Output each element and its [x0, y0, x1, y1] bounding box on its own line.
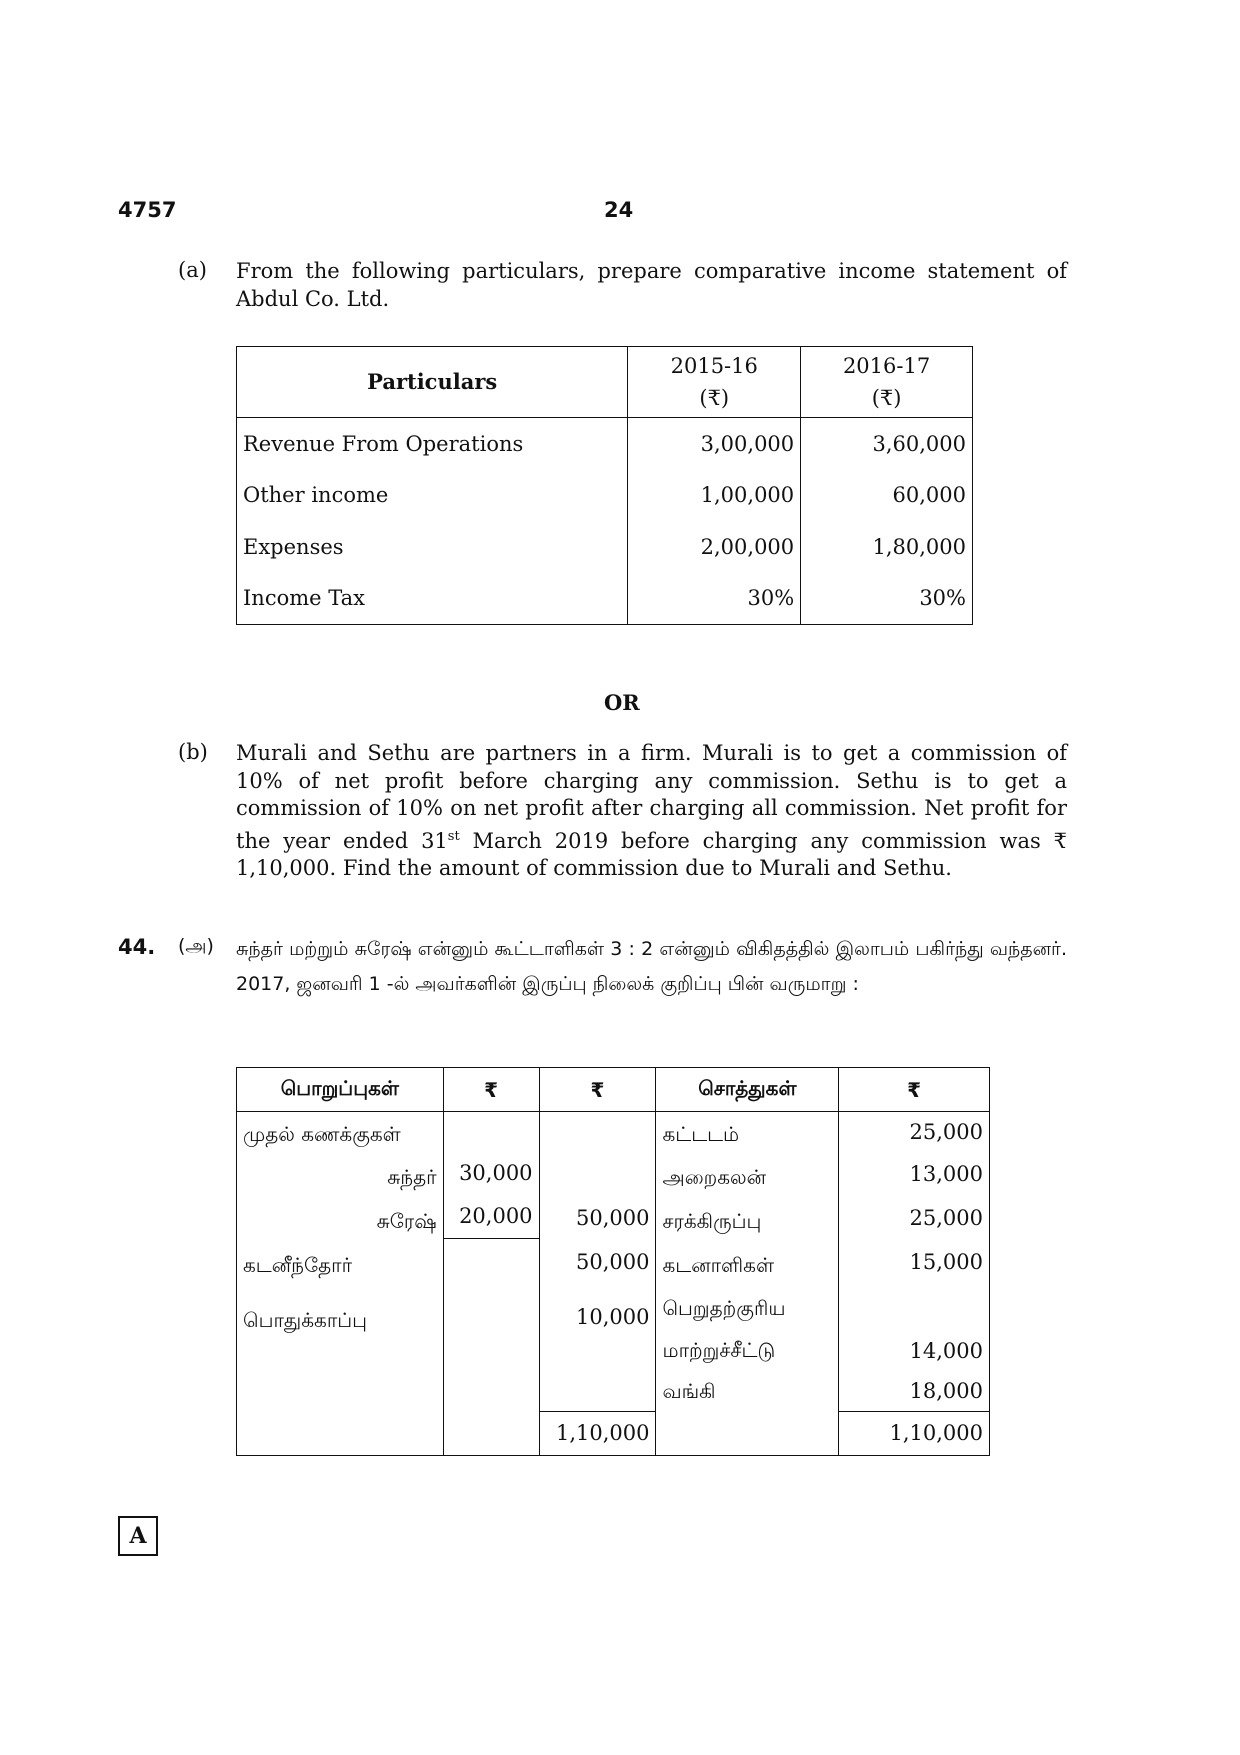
row-value: 30%	[628, 573, 801, 625]
sundar-label: சுந்தர்	[387, 1165, 437, 1189]
partner-capital-column	[443, 1112, 539, 1412]
col-header-2015-16: 2015-16 (₹)	[628, 347, 801, 418]
question-44-label: (அ)	[178, 935, 214, 957]
col-header-particulars: Particulars	[237, 347, 628, 418]
liabilities-amount-column	[539, 1112, 656, 1412]
building-amount: 25,000	[909, 1120, 983, 1144]
row-value: 3,60,000	[801, 418, 973, 470]
row-item: Other income	[237, 470, 628, 522]
assets-grand-total: 1,10,000	[839, 1411, 990, 1455]
creditors-amount: 50,000	[576, 1250, 650, 1274]
col-header-liabilities: பொறுப்புகள்	[237, 1068, 444, 1112]
bills-amount: 14,000	[909, 1339, 983, 1363]
or-separator: OR	[604, 690, 640, 715]
furniture-amount: 13,000	[909, 1162, 983, 1186]
row-item: Revenue From Operations	[237, 418, 628, 470]
bills-label-line1: பெறுதற்குரிய	[662, 1296, 786, 1320]
suresh-label: சுரேஷ்	[376, 1209, 437, 1233]
row-value: 30%	[801, 573, 973, 625]
row-value: 1,00,000	[628, 470, 801, 522]
stock-label: சரக்கிருப்பு	[662, 1209, 762, 1233]
version-box: A	[118, 1516, 158, 1556]
paper-code: 4757	[118, 198, 177, 222]
empty-cell	[237, 1411, 444, 1455]
table-row	[237, 573, 973, 625]
debtors-amount: 15,000	[909, 1250, 983, 1274]
table-row	[237, 521, 973, 573]
bank-label: வங்கி	[662, 1379, 716, 1403]
balance-sheet-table	[236, 1067, 990, 1456]
row-value: 60,000	[801, 470, 973, 522]
col-header-2016-17: 2016-17 (₹)	[801, 347, 973, 418]
suresh-amount: 20,000	[444, 1195, 539, 1239]
question-b-label: (b)	[178, 740, 208, 764]
building-label: கட்டடம்	[662, 1122, 740, 1146]
furniture-label: அறைகலன்	[662, 1165, 767, 1189]
stock-amount: 25,000	[909, 1206, 983, 1230]
question-a-label: (a)	[178, 258, 207, 282]
table-row	[237, 470, 973, 522]
page-number: 24	[604, 198, 634, 222]
col-header-assets: சொத்துகள்	[656, 1068, 839, 1112]
col-header-rupee: ₹	[839, 1068, 990, 1112]
row-value: 2,00,000	[628, 521, 801, 573]
capital-label: முதல் கணக்குகள்	[243, 1122, 401, 1146]
sundar-amount: 30,000	[459, 1161, 533, 1185]
table-row	[237, 418, 973, 470]
col-header-rupee: ₹	[539, 1068, 656, 1112]
question-44-text: சுந்தர் மற்றும் சுரேஷ் என்னும் கூட்டாளிகள் 3 : 2 என்னும் விகிதத்தில் இலாபம் பகிர்ந்து வந்தனர். 2017, ஜனவரி 1 -ல் அவர்களின் இருப்பு நிலைக் குறிப்பு பின் வருமாறு :	[236, 938, 1067, 995]
bank-amount: 18,000	[909, 1379, 983, 1403]
row-value: 3,00,000	[628, 418, 801, 470]
col-header-rupee: ₹	[443, 1068, 539, 1112]
row-item: Income Tax	[237, 573, 628, 625]
income-statement-table	[236, 346, 973, 625]
assets-amount-column	[839, 1112, 990, 1412]
bills-label-line2: மாற்றுச்சீட்டு	[662, 1338, 776, 1362]
reserve-label: பொதுக்காப்பு	[243, 1308, 368, 1332]
liabilities-column	[237, 1112, 444, 1412]
row-value: 1,80,000	[801, 521, 973, 573]
empty-cell	[656, 1411, 839, 1455]
assets-column	[656, 1112, 839, 1412]
capital-total: 50,000	[576, 1206, 650, 1230]
question-44-number: 44.	[118, 935, 156, 959]
liabilities-grand-total: 1,10,000	[539, 1411, 656, 1455]
row-item: Expenses	[237, 521, 628, 573]
reserve-amount: 10,000	[576, 1305, 650, 1329]
question-b-text: Murali and Sethu are partners in a firm. Murali is to get a commission of 10% of net profit before charging any commission. Sethu is to get a commission of 10% on net profit after charging all commission. Net profit for the year ended 31st March 2019 before charging any commission was ₹ 1,10,000. Find the amount of commission due to Murali and Sethu.	[236, 741, 1067, 880]
question-a-text: From the following particulars, prepare comparative income statement of Abdul Co. Ltd.	[236, 259, 1067, 311]
creditors-label: கடனீந்தோர்	[243, 1253, 353, 1277]
empty-cell	[443, 1411, 539, 1455]
debtors-label: கடனாளிகள்	[662, 1253, 774, 1277]
